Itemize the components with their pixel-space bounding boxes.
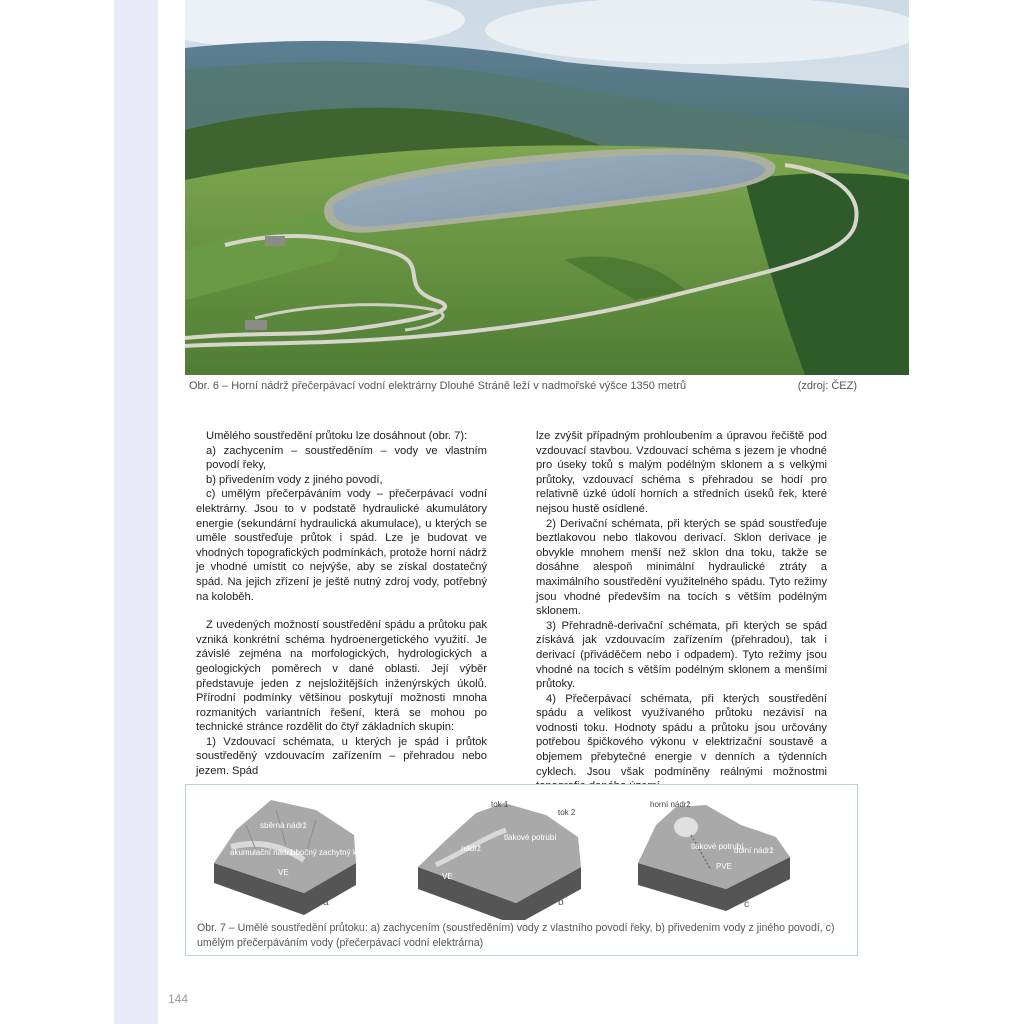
figure-6-caption: [189, 380, 857, 392]
list-item: c) umělým přečerpáváním vody – přečerpávací vodní elektrárny. Jsou to v podstatě hydraulické akumulátory energie (sekundární hydraulická akumulace), u kterých se uměle soustřeďuje průtok i spád. Lze je budovat ve vhodných topografických podmínkách, protože horní nádrž je vhodné umístit co nejvýše, aby se získal dostatečný spád. Na jejich zřízení je ještě nutný zdroj vody, potřebný na koloběh.: [196, 488, 487, 603]
paragraph: 1) Vzdouvací schémata, u kterých je spád i průtok soustředěný vzdouvacím zařízením – přehradou nebo jezem. Spád: [196, 735, 487, 778]
reservoir-photo-illustration: [185, 0, 909, 375]
page-margin-band: [114, 0, 158, 1024]
figure-7-caption: Obr. 7 – Umělé soustředění průtoku: a) zachycením (soustředěním) vody z vlastního povodí řeky, b) přivedením vody z jiného povodí, c) umělým přečerpáváním vody (přečerpávací vodní elektrárna): [197, 922, 835, 949]
paragraph: lze zvýšit případným prohloubením a úpravou řečiště pod vzdouvací stavbou. Vzdouvací schéma s jezem je vhodné pro úseky toků s malým podélným sklonem a s velkými průtoky, vzdouvací schéma s přehradou se hodí pro relativně úzké údolí horních a středních úseků řek, které nejsou hustě osídlené.: [536, 430, 827, 515]
diagram-a: [214, 800, 372, 915]
label-akumulacni-nadrz: akumulační nádrž: [230, 848, 294, 857]
label-ve-a: VE: [278, 868, 289, 877]
label-potrubi-b: tlakové potrubí: [504, 833, 557, 842]
diagram-b-letter: b: [558, 897, 564, 908]
paragraph: 3) Přehradně-derivační schémata, při kterých se spád získává jak vzdouvacím zařízením (přehradou), tak i derivací (přiváděčem nebo i odpadem). Tyto režimy jsou vhodné na tocích s větším podélným sklonem a menšími průtoky.: [536, 619, 827, 691]
label-tok-2: tok 2: [558, 808, 576, 817]
paragraph: 4) Přečerpávací schémata, při kterých soustředění spádu a velikost využívaného průtoku nezávisí na vodnosti toku. Hodnoty spádu a průtoku jsou určovány potřebou špičkového výkonu v elektrizační soustavě a objemem přebytečné energie v denních a týdenních cyklech. Jsou však podmíněny reálnými možnostmi: [536, 692, 827, 778]
diagram-c: [638, 800, 790, 911]
label-horni-nadrz: horní nádrž: [650, 800, 691, 809]
diagram-c-letter: c: [744, 899, 749, 910]
paragraph: Umělého soustředění průtoku lze dosáhnout (obr. 7):: [206, 430, 468, 442]
figure-7-diagrams: [186, 785, 859, 920]
page-number: 144: [168, 992, 189, 1006]
figure-6-caption-text: Obr. 6 – Horní nádrž přečerpávací vodní elektrárny Dlouhé Stráně leží v nadmořské výšce 1350 metrů: [189, 380, 687, 392]
diagram-c-upper-reservoir: [674, 817, 698, 837]
list-item: b) přivedením vody z jiného povodí,: [206, 473, 383, 486]
list-item: a) zachycením – soustředěním – vody ve vlastním povodí řeky,: [206, 444, 487, 472]
page-outer-margin: [0, 0, 114, 1024]
figure-7: [185, 784, 858, 956]
diagram-b: [418, 800, 581, 920]
text-column-left: [196, 429, 487, 779]
label-nadrz-b: nádrž: [461, 844, 482, 853]
diagram-a-letter: a: [323, 897, 329, 908]
label-ve-b: VE: [442, 872, 453, 881]
label-tok-1: tok 1: [491, 800, 509, 809]
figure-6-source: (zdroj: ČEZ): [797, 380, 857, 392]
reservoir-photo: [185, 0, 909, 375]
label-pve: PVE: [716, 862, 733, 871]
label-kanal: ubočný zachytný kanál: [291, 848, 372, 857]
text-column-right: [536, 429, 827, 794]
label-potrubi-c: tlakové potrubí: [691, 842, 744, 851]
label-dolni-nadrz: dolní nádrž: [734, 846, 774, 855]
paragraph: Z uvedených možností soustředění spádu a průtoku pak vzniká konkrétní schéma hydroenergetického využití. Je závislé zejména na morfologických, hydrologických a geologických poměrech v dané oblasti. Její výběr představuje jeden z nejsložitějších inženýrských úkolů. Přírodní podmínky většinou poskytují možnosti mnoha rozmanitých variantních řešení, která se mohou po technické stránce rozdělit do čtyř základních skupin:: [196, 619, 487, 734]
label-sberna-nadrz: sběrná nádrž: [260, 821, 307, 830]
paragraph: 2) Derivační schémata, při kterých se spád soustřeďuje beztlakovou nebo tlakovou derivací. Sklon derivace je obvykle mnohem menší než sklon dna toku, takže se dosáhne alespoň minimální hydraulické ztráty a maximálního soustředění využitelného spádu. Tyto režimy jsou vhodné především na tocích s větším podélným sklonem.: [536, 517, 827, 618]
